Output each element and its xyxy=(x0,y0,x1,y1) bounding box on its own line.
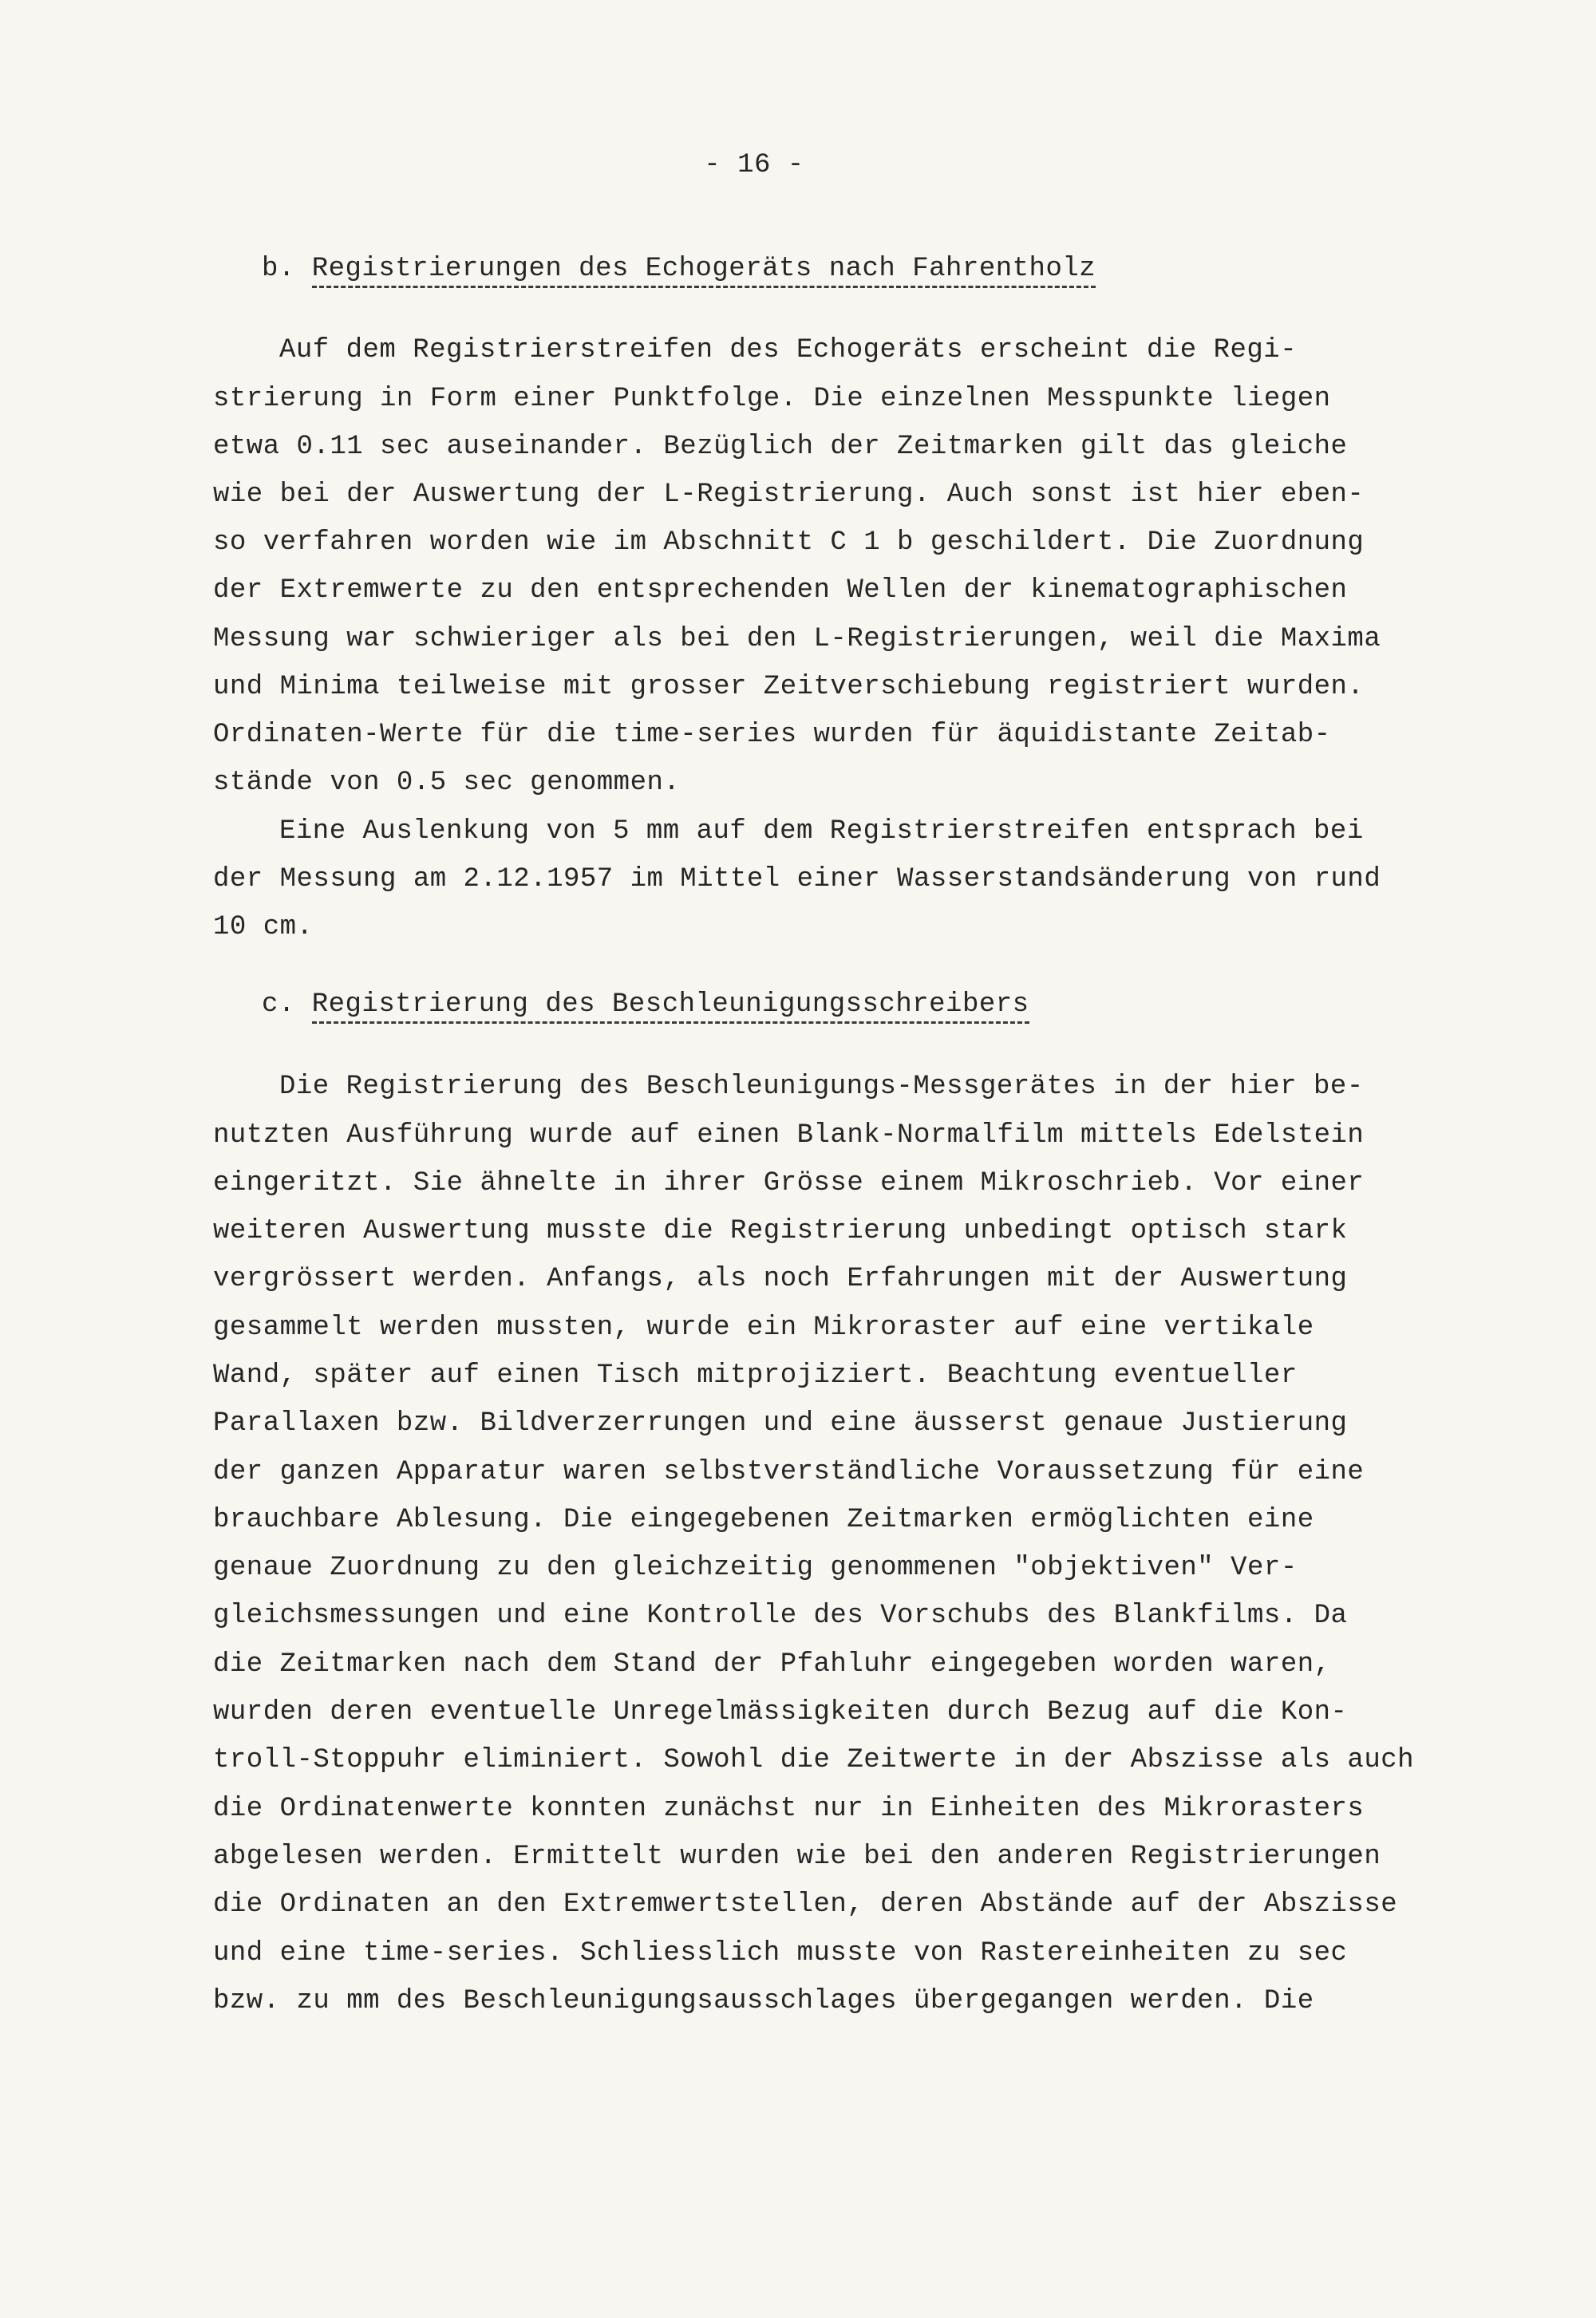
section-c-p1-line-8: Parallaxen bzw. Bildverzerrungen und eine äusserst genaue Justierung xyxy=(213,1408,1348,1439)
section-b-p2-line-2: der Messung am 2.12.1957 im Mittel einer Wasserstandsänderung von rund xyxy=(213,864,1381,894)
section-c-p1-line-19: und eine time-series. Schliesslich musste von Rastereinheiten zu sec xyxy=(213,1938,1348,1969)
section-c-heading-title: Registrierung des Beschleunigungsschreibers xyxy=(312,989,1029,1024)
section-b-p2-line-1: Eine Auslenkung von 5 mm auf dem Registrierstreifen entsprach bei xyxy=(279,816,1364,847)
section-b-p1-line-8: und Minima teilweise mit grosser Zeitverschiebung registriert wurden. xyxy=(213,672,1365,702)
section-b-heading-title: Registrierungen des Echogeräts nach Fahrentholz xyxy=(312,254,1096,288)
section-b-p1-line-9: Ordinaten-Werte für die time-series wurden für äquidistante Zeitab- xyxy=(213,720,1331,750)
section-b-p1-line-3: etwa 0.11 sec auseinander. Bezüglich der Zeitmarken gilt das gleiche xyxy=(213,432,1348,462)
section-c-p1-line-9: der ganzen Apparatur waren selbstverständliche Voraussetzung für eine xyxy=(213,1457,1365,1487)
section-c-p1-line-7: Wand, später auf einen Tisch mitprojiziert. Beachtung eventueller xyxy=(213,1360,1298,1391)
section-b-p1-line-2: strierung in Form einer Punktfolge. Die einzelnen Messpunkte liegen xyxy=(213,384,1331,414)
page-number: - 16 - xyxy=(704,150,804,180)
section-c-p1-line-14: wurden deren eventuelle Unregelmässigkeiten durch Bezug auf die Kon- xyxy=(213,1697,1348,1728)
section-c-p1-line-20: bzw. zu mm des Beschleunigungsausschlages übergegangen werden. Die xyxy=(213,1986,1314,2016)
section-c-p1-line-13: die Zeitmarken nach dem Stand der Pfahluhr eingegeben worden waren, xyxy=(213,1649,1331,1680)
section-c-p1-line-12: gleichsmessungen und eine Kontrolle des Vorschubs des Blankfilms. Da xyxy=(213,1601,1348,1631)
section-c-p1-line-4: weiteren Auswertung musste die Registrierung unbedingt optisch stark xyxy=(213,1216,1348,1246)
section-c-p1-line-5: vergrössert werden. Anfangs, als noch Erfahrungen mit der Auswertung xyxy=(213,1264,1348,1294)
section-b-p1-line-6: der Extremwerte zu den entsprechenden Wellen der kinematographischen xyxy=(213,575,1348,606)
section-c-heading xyxy=(262,989,1029,1020)
section-c-p1-line-1: Die Registrierung des Beschleunigungs-Messgerätes in der hier be- xyxy=(279,1072,1364,1102)
section-c-p1-line-10: brauchbare Ablesung. Die eingegebenen Zeitmarken ermöglichten eine xyxy=(213,1505,1314,1535)
section-c-p1-line-11: genaue Zuordnung zu den gleichzeitig genommenen "objektiven" Ver- xyxy=(213,1553,1298,1583)
section-c-heading-prefix: c. xyxy=(262,989,295,1020)
section-c-p1-line-3: eingeritzt. Sie ähnelte in ihrer Grösse einem Mikroschrieb. Vor einer xyxy=(213,1168,1365,1198)
section-c-p1-line-17: abgelesen werden. Ermittelt wurden wie bei den anderen Registrierungen xyxy=(213,1842,1381,1872)
section-b-heading-prefix: b. xyxy=(262,254,295,284)
section-b-p2-line-3: 10 cm. xyxy=(213,912,314,942)
section-b-heading xyxy=(262,254,1096,284)
section-b-p1-line-7: Messung war schwieriger als bei den L-Registrierungen, weil die Maxima xyxy=(213,624,1381,654)
section-b-p1-line-5: so verfahren worden wie im Abschnitt C 1 b geschildert. Die Zuordnung xyxy=(213,527,1365,558)
section-b-p1-line-10: stände von 0.5 sec genommen. xyxy=(213,768,681,798)
section-b-p1-line-1: Auf dem Registrierstreifen des Echogeräts erscheint die Regi- xyxy=(279,335,1298,365)
section-c-p1-line-6: gesammelt werden mussten, wurde ein Mikroraster auf eine vertikale xyxy=(213,1313,1314,1343)
section-c-p1-line-2: nutzten Ausführung wurde auf einen Blank-Normalfilm mittels Edelstein xyxy=(213,1120,1365,1151)
section-c-p1-line-15: troll-Stoppuhr eliminiert. Sowohl die Zeitwerte in der Abszisse als auch xyxy=(213,1745,1415,1775)
section-b-p1-line-4: wie bei der Auswertung der L-Registrierung. Auch sonst ist hier eben- xyxy=(213,480,1365,510)
section-c-p1-line-16: die Ordinatenwerte konnten zunächst nur in Einheiten des Mikrorasters xyxy=(213,1794,1365,1824)
section-c-p1-line-18: die Ordinaten an den Extremwertstellen, deren Abstände auf der Abszisse xyxy=(213,1890,1398,1920)
